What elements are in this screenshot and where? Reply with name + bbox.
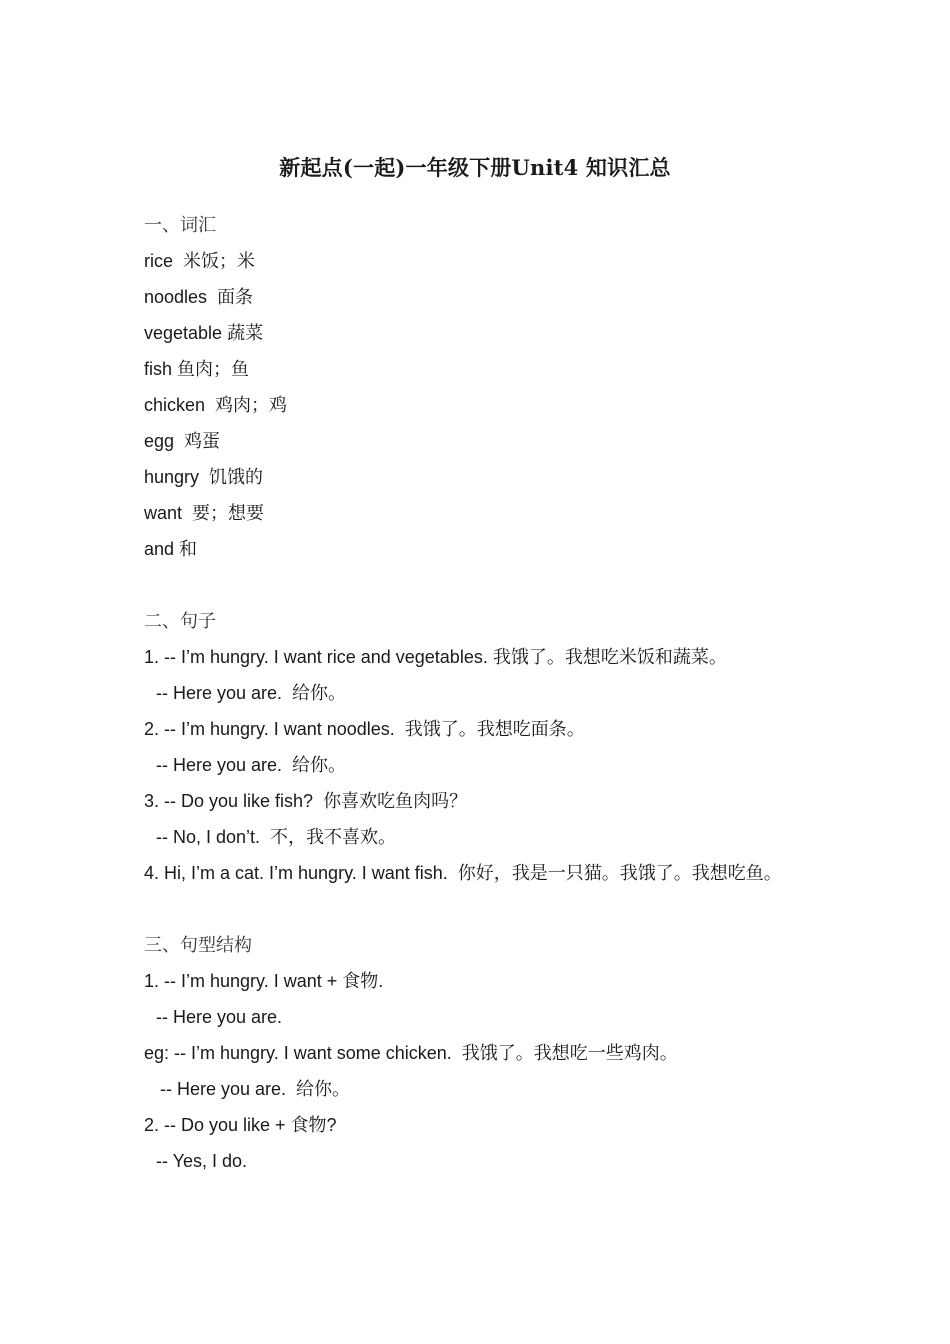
- vocab-item: and 和: [144, 539, 198, 559]
- vocab-item: hungry 饥饿的: [144, 467, 264, 487]
- blank-line: [144, 891, 814, 927]
- pattern-line: -- Here you are. 给你。: [160, 1079, 351, 1099]
- pattern-line: 2. -- Do you like + 食物?: [144, 1115, 337, 1135]
- pattern-line: -- Here you are.: [156, 1007, 283, 1027]
- sentence-line: 2. -- I’m hungry. I want noodles. 我饿了。我想吃面条。: [144, 719, 585, 739]
- vocab-item: want 要；想要: [144, 503, 265, 523]
- section-heading-sentences: 二、句子: [144, 611, 216, 631]
- sentences-section: [144, 603, 814, 891]
- pattern-line: 1. -- I’m hungry. I want + 食物.: [144, 971, 384, 991]
- patterns-section: [144, 927, 814, 1179]
- section-heading-vocabulary: 一、词汇: [144, 215, 216, 235]
- vocab-item: vegetable 蔬菜: [144, 323, 264, 343]
- sentence-line: -- Here you are. 给你。: [156, 755, 347, 775]
- vocab-item: egg 鸡蛋: [144, 431, 221, 451]
- sentence-line: -- Here you are. 给你。: [156, 683, 347, 703]
- vocab-item: noodles 面条: [144, 287, 254, 307]
- vocab-item: fish 鱼肉；鱼: [144, 359, 250, 379]
- section-heading-patterns: 三、句型结构: [144, 935, 252, 955]
- sentence-line: 4. Hi, I’m a cat. I’m hungry. I want fish. 你好，我是一只猫。我饿了。我想吃鱼。: [144, 863, 782, 883]
- pattern-line: -- Yes, I do.: [156, 1151, 248, 1171]
- pattern-line: eg: -- I’m hungry. I want some chicken. 我饿了。我想吃一些鸡肉。: [144, 1043, 678, 1063]
- sentence-line: 1. -- I’m hungry. I want rice and vegetables. 我饿了。我想吃米饭和蔬菜。: [144, 647, 727, 667]
- vocab-item: chicken 鸡肉；鸡: [144, 395, 288, 415]
- sentence-line: -- No, I don’t. 不，我不喜欢。: [156, 827, 397, 847]
- document-body: [144, 207, 814, 1179]
- page-title: 新起点(一起)一年级下册Unit4 知识汇总: [279, 155, 671, 180]
- blank-line: [144, 567, 814, 603]
- vocabulary-section: [144, 207, 814, 567]
- sentence-line: 3. -- Do you like fish? 你喜欢吃鱼肉吗？: [144, 791, 468, 811]
- vocab-item: rice 米饭；米: [144, 251, 256, 271]
